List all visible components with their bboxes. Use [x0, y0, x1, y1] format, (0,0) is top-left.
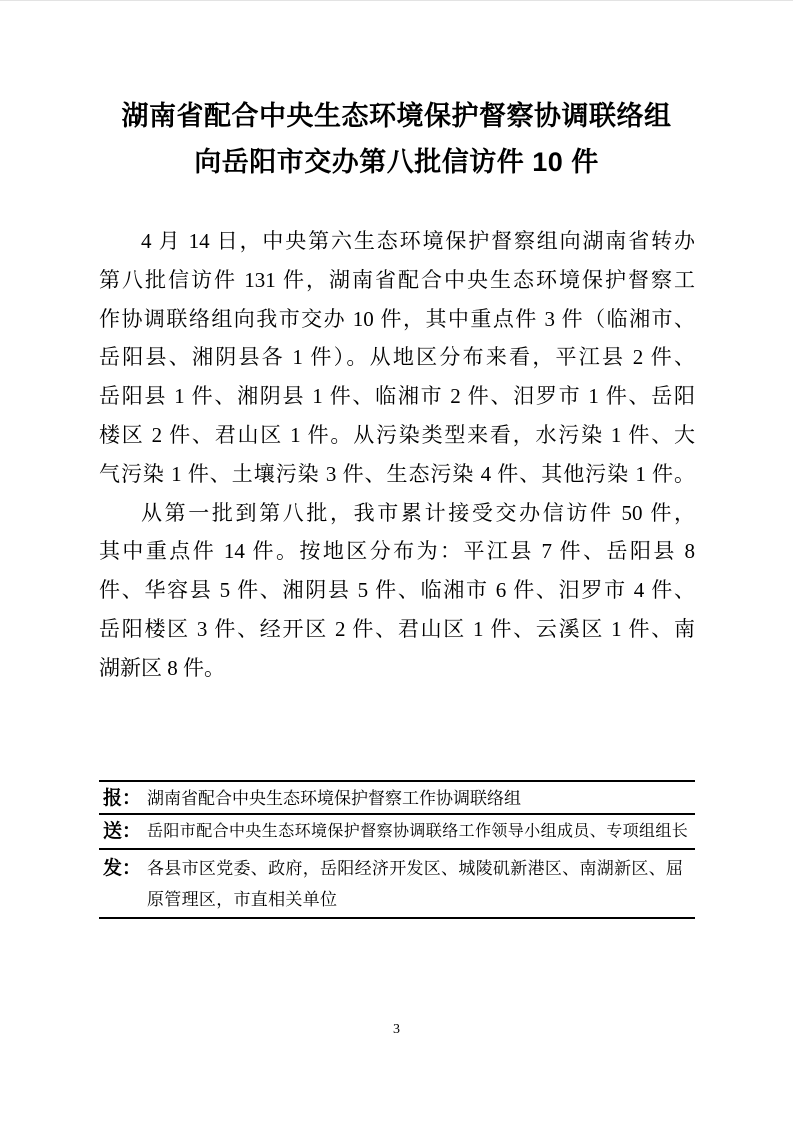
body-line: 第八批信访件 131 件，湖南省配合中央生态环境保护督察工 — [99, 267, 695, 292]
body-line: 件、华容县 5 件、湘阴县 5 件、临湘市 6 件、汨罗市 4 件、 — [99, 578, 695, 603]
footer-row-report-to — [99, 782, 695, 815]
body-line: 4 月 14 日，中央第六生态环境保护督察组向湖南省转办 — [141, 229, 695, 253]
footer-label-distribute: 发： — [103, 858, 142, 879]
body-line: 楼区 2 件、君山区 1 件。从污染类型来看，水污染 1 件、大 — [99, 422, 695, 447]
body-line: 其中重点件 14 件。按地区分布为：平江县 7 件、岳阳县 8 — [99, 539, 695, 564]
footer-label-send: 送： — [103, 821, 142, 842]
body-line: 气污染 1 件、土壤污染 3 件、生态污染 4 件、其他污染 1 件。 — [99, 461, 695, 486]
page-number: 3 — [393, 1022, 400, 1037]
document-title-line-1: 湖南省配合中央生态环境保护督察协调联络组 — [121, 101, 672, 131]
body-line: 从第一批到第八批，我市累计接受交办信访件 50 件， — [141, 500, 695, 525]
paragraph-2 — [99, 494, 695, 688]
body-line: 作协调联络组向我市交办 10 件，其中重点件 3 件（临湘市、 — [99, 306, 695, 331]
body-line: 岳阳县、湘阴县各 1 件）。从地区分布来看，平江县 2 件、 — [99, 345, 695, 370]
footer-row-send-to — [99, 815, 695, 850]
footer-content-distribute: 各县市区党委、政府，岳阳经济开发区、城陵矶新港区、南湖新区、屈原管理区，市直相关单位 — [147, 859, 684, 909]
document-title — [0, 93, 793, 185]
document-title-line-2: 向岳阳市交办第八批信访件 10 件 — [194, 147, 599, 177]
paragraph-1 — [99, 222, 695, 494]
document-body — [99, 222, 695, 688]
body-line: 岳阳县 1 件、湘阴县 1 件、临湘市 2 件、汨罗市 1 件、岳阳 — [99, 384, 695, 409]
footer-label-report: 报： — [103, 788, 142, 809]
footer-content-send: 岳阳市配合中央生态环境保护督察协调联络工作领导小组成员、专项组组长 — [147, 823, 689, 840]
document-footer-block — [99, 780, 695, 919]
footer-content-report: 湖南省配合中央生态环境保护督察工作协调联络组 — [147, 789, 521, 808]
body-line: 岳阳楼区 3 件、经开区 2 件、君山区 1 件、云溪区 1 件、南 — [99, 616, 695, 641]
body-line: 湖新区 8 件。 — [99, 655, 225, 680]
footer-row-distribute-to — [99, 850, 695, 919]
